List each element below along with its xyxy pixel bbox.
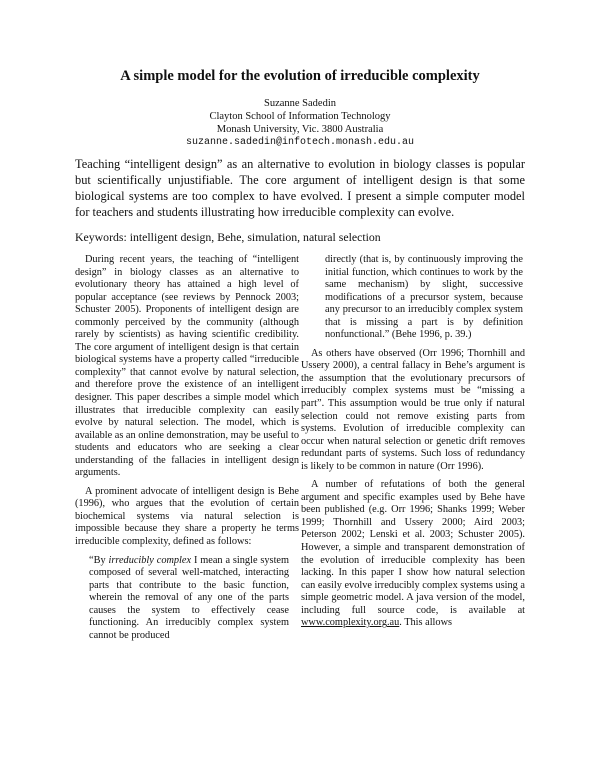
author-name: Suzanne Sadedin	[263, 98, 337, 109]
affiliation-line-1: Clayton School of Information Technology	[209, 111, 391, 122]
author-block	[0, 97, 600, 149]
quote-emphasis: irreducibly complex	[108, 554, 192, 566]
behe-quote	[75, 555, 299, 643]
paper-title: A simple model for the evolution of irreducible complexity	[120, 68, 480, 84]
paragraph-fallacy: As others have observed (Orr 1996; Thornhill and Ussery 2000), a central fallacy in Behe’s argument is the assumption that the evolutionary precursors of irreducibly complex systems must be “missing a part”. This assumption would be true only if natural selection could not remove existing parts from systems. Evolution of irreducible complexity can occur when natural selection or genetic drift removes redundant parts of systems. Such loss of redundancy is likely to be common in nature (Orr 1996).	[301, 347, 525, 472]
refutations-tail: . This allows	[399, 617, 453, 629]
abstract: Teaching “intelligent design” as an alternative to evolution in biology classes is popular but scientifically unjustifiable. The core argument of intelligent design is that some biological systems are too complex to have evolved. I present a simple computer model for teachers and students illustrating how irreducible complexity can evolve.	[75, 157, 525, 219]
complexity-website-link[interactable]: www.complexity.org.au	[301, 617, 400, 629]
paragraph-behe: A prominent advocate of intelligent design is Behe (1996), who argues that the evolution of certain biochemical systems via natural selection is impossible because they share a property he terms irreducible complexity, defined as follows:	[75, 485, 299, 548]
right-column	[301, 254, 525, 636]
affiliation-line-2: Monash University, Vic. 3800 Australia	[216, 124, 384, 135]
behe-quote-continued: directly (that is, by continuously improving the initial function, which continues to work by the same mechanism) by slight, successive modifications of a precursor system, because any precursor to an irreducibly complex system that is missing a part is by definition nonfunctional.” (Behe 1996, p. 39.)	[325, 254, 523, 341]
keywords: Keywords: intelligent design, Behe, simulation, natural selection	[75, 230, 381, 244]
left-column	[75, 254, 299, 648]
quote-text: I mean a single system composed of several well-matched, interacting parts that contribute to the basic function, wherein the removal of any one of the parts causes the system to effectively cease functioning. An irreducibly complex system cannot be produced	[89, 554, 290, 641]
refutations-text: A number of refutations of both the general argument and specific examples used by Behe have been published (e.g. Orr 1996; Shanks 1999; Weber 1999; Thornhill and Ussery 2000; Aird 2003; Peterson 2002; Lenski et al. 2003; Schuster 2005). However, a simple and transparent demonstration of the evolution of irreducible complexity has been lacking. In this paper I show how natural selection can easily evolve irreducibly complex systems using a simple geometric model. A java version of the model, including full source code, is available at	[301, 479, 525, 616]
quote-open: “By	[89, 554, 109, 566]
paragraph-intro: During recent years, the teaching of “intelligent design” in biology classes as an alternative to evolutionary theory has attained a high level of popular acceptance (see reviews by Pennock 2003; Schuster 2005). Proponents of intelligent design are commonly perceived by the community (although rarely by scientists) as having scientific credibility. The core argument of intelligent design is that certain biological systems have a property called “irreducible complexity” that cannot evolve by natural selection, and therefore prove the existence of an intelligent designer. This paper describes a simple model which illustrates that irreducible complexity can easily evolve by natural selection. The model, which is available as an online demonstration, may be useful to students and educators who are seeking a clear understanding of the fallacies in intelligent design arguments.	[75, 254, 299, 479]
author-email: suzanne.sadedin@infotech.monash.edu.au	[185, 137, 415, 148]
paragraph-refutations	[301, 479, 525, 630]
